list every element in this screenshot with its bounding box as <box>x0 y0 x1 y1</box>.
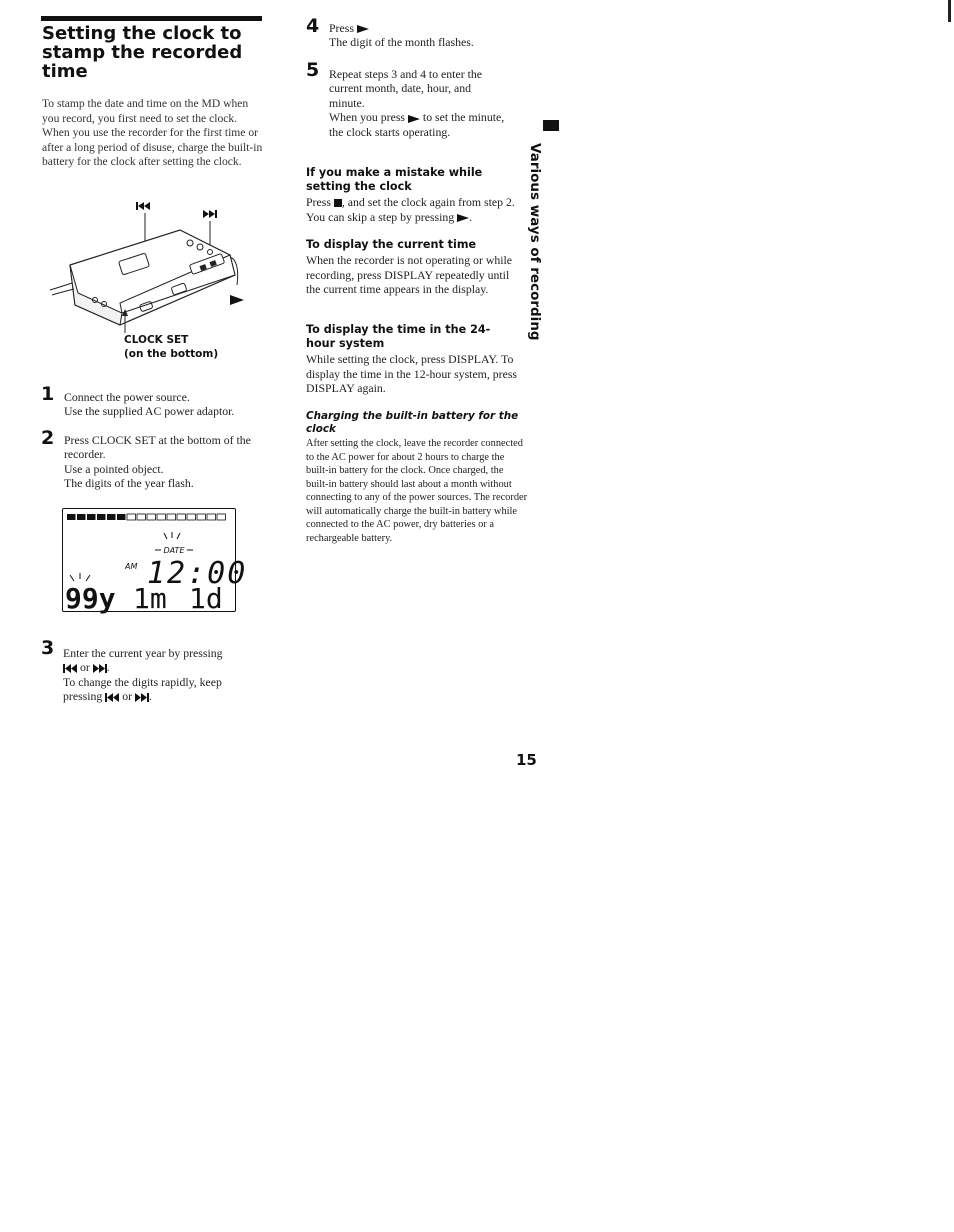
intro-paragraph: To stamp the date and time on the MD when you record, you first need to set the clock. When you use the recorder for the first time or after a long period of disuse, charge the built-in battery for the clock after setting the clock. <box>42 97 263 169</box>
segment-empty <box>187 514 196 520</box>
page-edge-mark <box>948 0 951 22</box>
lcd-month: 1m <box>133 582 167 615</box>
lcd-day: 1d <box>189 582 223 615</box>
next-track-icon <box>135 693 149 702</box>
prev-track-icon <box>63 664 77 673</box>
sidebar-section-title <box>521 135 565 341</box>
stop-icon <box>334 199 342 207</box>
lcd-year: 99y <box>65 582 116 615</box>
clock-set-label-line1: CLOCK SET <box>124 334 189 346</box>
lcd-display <box>62 508 248 615</box>
clock-set-label-line2: (on the bottom) <box>124 348 219 360</box>
step-line-text: When you press <box>329 110 406 125</box>
page-number: 15 <box>516 751 537 769</box>
segment-empty <box>147 514 156 520</box>
section-rule <box>41 16 262 21</box>
step-line-text: or <box>79 660 90 675</box>
step-number: 4 <box>306 15 320 37</box>
segment-filled <box>77 514 86 520</box>
step-line <box>63 646 263 660</box>
segment-empty <box>127 514 136 520</box>
step-number: 1 <box>41 383 55 405</box>
step-line-text: Enter the current year by pressing <box>63 646 223 660</box>
prev-track-icon <box>105 693 119 702</box>
play-icon <box>230 295 244 305</box>
mistake-body-text: Press <box>306 195 331 209</box>
lcd-date-label: DATE <box>163 546 185 555</box>
step-line: Connect the power source. <box>64 390 190 404</box>
h24-heading: To display the time in the 24-hour system <box>306 323 491 350</box>
step-text <box>329 21 529 50</box>
lcd-am-label: AM <box>125 562 138 571</box>
step-line: Press CLOCK SET at the bottom of the recorder. <box>64 433 251 462</box>
step-number: 3 <box>41 637 55 659</box>
step-line: The digits of the year flash. <box>64 476 194 491</box>
mistake-heading: If you make a mistake while setting the clock <box>306 166 483 193</box>
segment-empty <box>137 514 146 520</box>
segment-filled <box>97 514 106 520</box>
segment-filled <box>67 514 76 520</box>
next-track-icon <box>93 664 107 673</box>
step-text <box>64 390 264 419</box>
step-text <box>63 646 263 704</box>
step-line-text: To change the digits rapidly, keep pressing <box>63 674 222 704</box>
segment-empty <box>177 514 186 520</box>
segment-filled <box>87 514 96 520</box>
step-line-text: or <box>122 689 133 704</box>
segment-bar <box>67 514 226 520</box>
segment-filled <box>117 514 126 520</box>
next-track-icon <box>203 210 217 218</box>
step-number: 2 <box>41 427 55 449</box>
step-line <box>329 110 509 139</box>
segment-empty <box>157 514 166 520</box>
charge-heading: Charging the built-in battery for the clock <box>306 410 519 435</box>
step-line: Repeat steps 3 and 4 to enter the current month, date, hour, and minute. <box>329 67 482 110</box>
mistake-body-text: , and set the clock again from step 2. You can skip a step by pressing <box>306 195 515 224</box>
section-title: Setting the clock to stamp the recorded time <box>42 23 243 82</box>
step-line-text: Press <box>329 21 354 35</box>
device-illustration <box>40 195 255 335</box>
lcd-time: 12:00 <box>147 556 248 591</box>
play-icon <box>457 214 469 222</box>
step-line-text: to set the minute, the clock starts operating. <box>329 110 505 139</box>
mistake-body: Press , and set the clock again from step 2. You can skip a step by pressing . <box>306 195 515 224</box>
step-line: Use a pointed object. <box>64 461 164 476</box>
segment-empty <box>167 514 176 520</box>
segment-empty <box>207 514 216 520</box>
step-text <box>64 433 254 491</box>
clock-set-label <box>124 333 254 361</box>
step-line: The digit of the month flashes. <box>329 35 474 50</box>
segment-empty <box>217 514 226 520</box>
step-line <box>329 21 529 35</box>
step-number: 5 <box>306 59 320 81</box>
step-line: To change the digits rapidly, keep pressing or . <box>63 674 222 704</box>
charge-body: After setting the clock, leave the recorder connected to the AC power for about 2 hours to charge the built-in battery for the clock. Once charged, the built-in battery should last about a month without connecting to any of the power sources. The recorder will automatically charge the built-in battery while connected to the AC power, dry batteries or a rechargeable battery. <box>306 438 528 544</box>
display-body: When the recorder is not operating or while recording, press DISPLAY repeatedly until the current time appears in the display. <box>306 253 513 297</box>
prev-track-icon <box>136 202 150 210</box>
h24-body: While setting the clock, press DISPLAY. To display the time in the 12-hour system, press DISPLAY again. <box>306 352 518 396</box>
display-heading: To display the current time <box>306 238 477 251</box>
segment-filled <box>107 514 116 520</box>
step-line: Use the supplied AC power adaptor. <box>64 404 235 419</box>
sidebar-title-text: Various ways of recording <box>527 143 543 341</box>
step-text <box>329 67 509 139</box>
play-icon <box>357 25 369 33</box>
segment-empty <box>197 514 206 520</box>
step-line: or . <box>63 660 263 674</box>
section-tab-mark <box>543 118 559 129</box>
play-icon <box>408 115 420 123</box>
